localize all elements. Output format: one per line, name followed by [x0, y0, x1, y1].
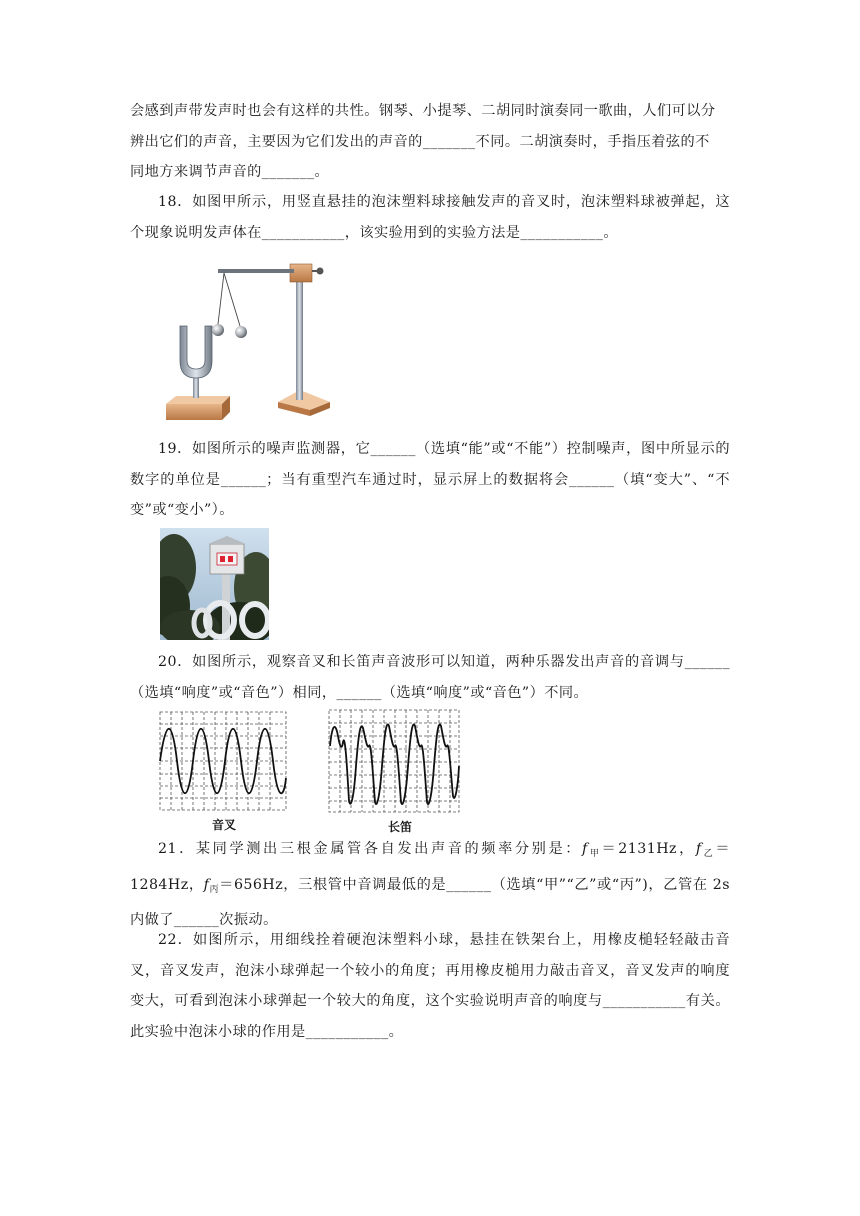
tuning-fork-stand-figure — [160, 256, 340, 426]
f-symbol-2: f — [695, 841, 702, 857]
question-18: 18．如图甲所示，用竖直悬挂的泡沫塑料球接触发声的音叉时，泡沫塑料球被弹起，这个现象说明发声体在___________，该实验用到的实验方法是___________。 — [130, 194, 730, 241]
freq-jia: ＝2131Hz， — [601, 841, 696, 857]
question-22: 22．如图所示，用细线拴着硬泡沫塑料小球，悬挂在铁架台上，用橡皮槌轻轻敲击音叉，音叉发声，泡沫小球弹起一个较小的角度；再用橡皮槌用力敲击音叉，音叉发声的响度变大，可看到泡沫小球弹起一个较大的角度，这个实验说明声音的响度与___________有关。此实验中泡沫小球的作用是___________。 — [130, 932, 730, 1040]
noise-monitor-photo — [160, 528, 269, 640]
q17-line-1: 会感到声带发声时也会有这样的共性。钢琴、小提琴、二胡同时演奏同一歌曲，人们可以分 — [130, 103, 716, 119]
question-19: 19．如图所示的噪声监测器，它______（选填“能”或“不能”）控制噪声，图中所显示的数字的单位是______；当有重型汽车通过时，显示屏上的数据将会______（填“变大”、“不变”或“变小”）。 — [130, 441, 730, 518]
caption-flute: 长笛 — [388, 820, 413, 834]
q21-part-1: 21．某同学测出三根金属管各自发出声音的频率分别是： — [158, 841, 583, 857]
q17-continuation — [130, 96, 730, 188]
question-21 — [130, 834, 730, 936]
f-symbol-3: f — [203, 876, 210, 893]
q21-part-2: ＝656Hz，三根管中音调最低的是______（选填“甲”“乙”或“丙”)，乙管在 2s 内做了______次振动。 — [130, 876, 730, 928]
tuning-fork-waveform — [158, 708, 290, 814]
subscript-jia: 甲 — [587, 849, 602, 859]
question-20: 20．如图所示，观察音叉和长笛声音波形可以知道，两种乐器发出声音的音调与______（选填“响度”或“音色”）相同，______（选填“响度”或“音色”）不同。 — [130, 654, 730, 701]
q17-line-3: 同地方来调节声音的_______。 — [130, 164, 330, 180]
freq-yi: ＝1284Hz， — [130, 841, 731, 893]
subscript-yi: 乙 — [701, 849, 716, 859]
caption-tuning-fork: 音叉 — [212, 818, 237, 832]
flute-waveform — [327, 706, 463, 816]
f-symbol-1: f — [582, 841, 588, 857]
q17-line-2: 辨出它们的声音，主要因为它们发出的声音的_______不同。二胡演奏时，手指压着弦的不 — [130, 133, 710, 150]
subscript-bing: 丙 — [209, 884, 220, 895]
